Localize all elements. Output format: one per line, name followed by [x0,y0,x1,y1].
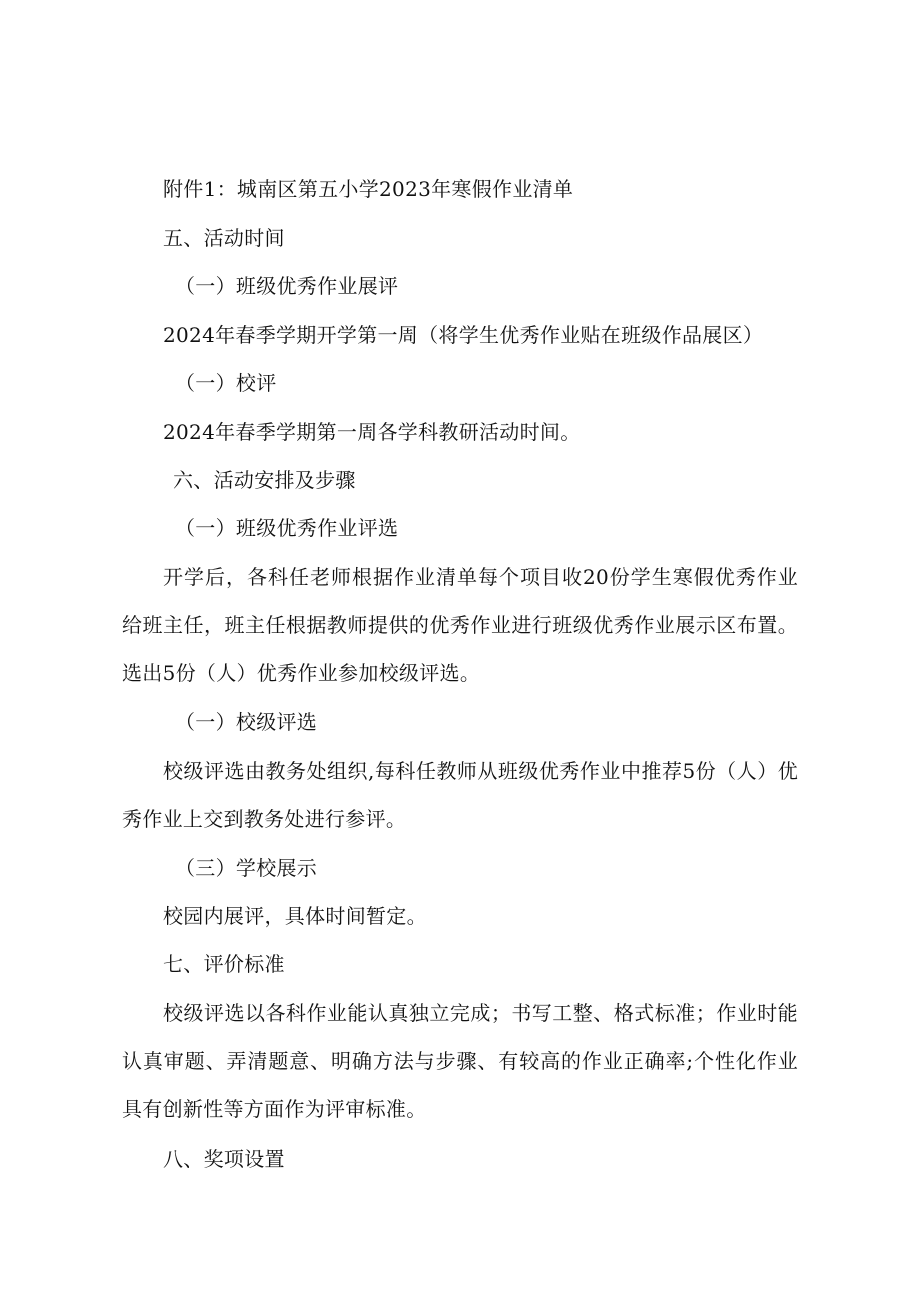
section-8-heading: 八、奖项设置 [163,1147,285,1171]
section-6-subheading-1: （一）班级优秀作业评选 [175,516,399,540]
section-7-heading: 七、评价标准 [163,952,285,976]
section-6-paragraph-2: 校级评选由教务处组织,每科任教师从班级优秀作业中推荐5份（人）优秀作业上交到教务处进行参评。 [122,759,798,831]
section-6-subheading-2: （一）校级评选 [175,710,318,734]
attachment-line: 附件1：城南区第五小学2023年寒假作业清单 [163,177,574,201]
section-6-subheading-3: （三）学校展示 [175,856,318,880]
section-6-paragraph-3: 校园内展评，具体时间暂定。 [163,904,427,928]
section-5-paragraph-1: 2024年春季学期开学第一周（将学生优秀作业贴在班级作品展区） [163,323,764,347]
section-5-heading: 五、活动时间 [163,226,285,250]
section-5-subheading-2: （一）校评 [175,371,277,395]
section-5-subheading-1: （一）班级优秀作业展评 [175,274,399,298]
section-6-paragraph-1: 开学后，各科任老师根据作业清单每个项目收20份学生寒假优秀作业给班主任，班主任根据教师提供的优秀作业进行班级优秀作业展示区布置。选出5份（人）优秀作业参加校级评选。 [122,565,798,685]
section-5-paragraph-2: 2024年春季学期第一周各学科教研活动时间。 [163,420,581,444]
section-6-heading: 六、活动安排及步骤 [173,468,356,492]
section-7-paragraph: 校级评选以各科作业能认真独立完成；书写工整、格式标准；作业时能认真审题、弄清题意、明确方法与步骤、有较高的作业正确率;个性化作业具有创新性等方面作为评审标准。 [122,1001,798,1121]
